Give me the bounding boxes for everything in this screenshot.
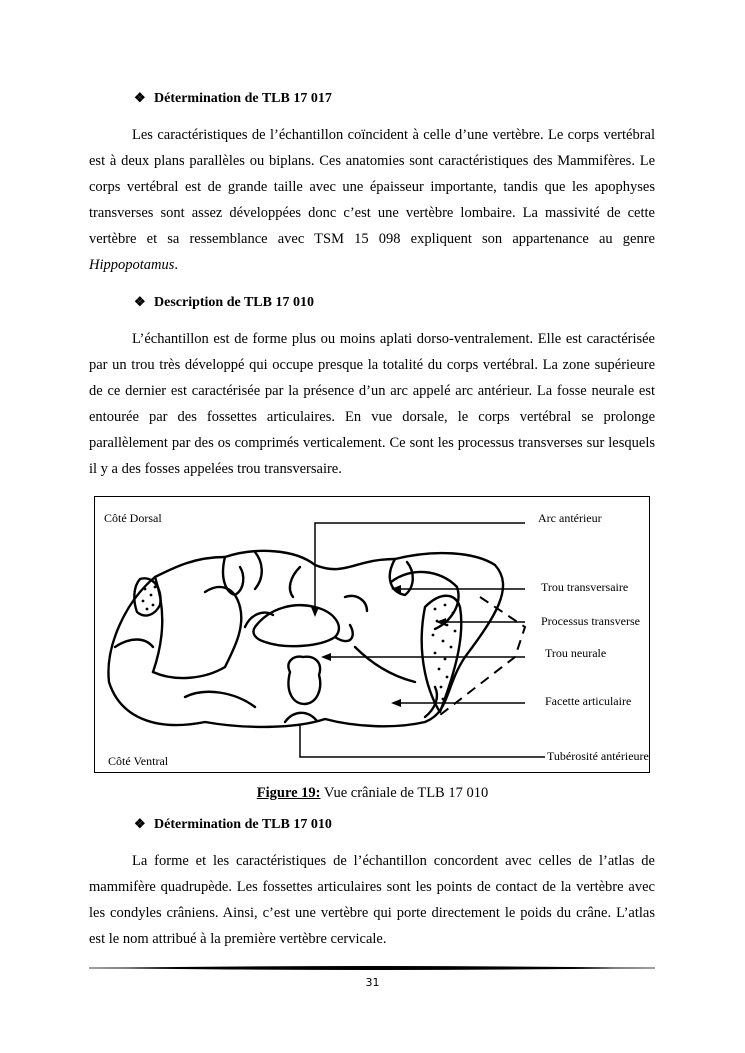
paragraph-end: . bbox=[174, 257, 179, 273]
paragraph-description-tlb-17010: L’échantillon est de forme plus ou moins aplati dorso-ventralement. Elle est caractérisée par un trou très développé qui occupe presque la totalité du corps vertébral. La zone supérieure de ce dernier est caractérisée par la présence d’un arc appelé arc antérieur. La fosse neurale est entourée par des fossettes articulaires. En vue dorsale, le corps vertébral se prolonge parallèlement par des os comprimés verticalement. Ce sont les processus transverses sur lesquels il y a des fosses appelées trou transversaire. bbox=[89, 331, 655, 477]
paragraph-determination-tlb-17017 bbox=[89, 122, 655, 278]
stipple-dots bbox=[142, 586, 457, 701]
label-arc-anterieur: Arc antérieur bbox=[538, 511, 602, 525]
label-trou-transversaire: Trou transversaire bbox=[541, 580, 629, 594]
section-heading-description-tlb-17010 bbox=[134, 293, 314, 312]
genus-name: Hippopotamus bbox=[89, 257, 175, 273]
section-title: Détermination de TLB 17 017 bbox=[154, 91, 332, 106]
diamond-bullet-icon: ❖ bbox=[134, 816, 146, 831]
diamond-bullet-icon: ❖ bbox=[134, 90, 146, 105]
footer-divider bbox=[89, 965, 655, 971]
section-heading-determination-tlb-17010 bbox=[134, 815, 332, 834]
figure-reference: Figure 19: bbox=[256, 785, 321, 801]
neural-arch bbox=[253, 605, 338, 646]
paragraph-determination-tlb-17010: La forme et les caractéristiques de l’échantillon concordent avec celles de l’atlas de mammifère quadrupède. Les fossettes articulaires sont les points de contact de la vertèbre avec les condyles crâniens. Ainsi, c’est une vertèbre qui porte directement le poids du crâne. L’atlas est le nom attribué à la première vertèbre cervicale. bbox=[89, 853, 655, 947]
right-processus-region bbox=[422, 596, 462, 712]
paragraph-text: Les caractéristiques de l’échantillon coïncident à celle d’une vertèbre. Le corps vertébral est à deux plans parallèles ou biplans. Ces anatomies sont caractéristiques des Mammifères. Le corps vertébral est de grande taille avec une épaisseur importante, tandis que les apophyses transverses sont assez développées donc c’est une vertèbre lombaire. La massivité de cette vertèbre et sa ressemblance avec TSM 15 098 expliquent son appartenance au genre bbox=[89, 127, 655, 247]
caption-text: Vue crâniale de TLB 17 010 bbox=[320, 785, 489, 801]
label-cote-dorsal: Côté Dorsal bbox=[104, 511, 162, 525]
label-cote-ventral: Côté Ventral bbox=[108, 754, 169, 768]
label-processus-transverse: Processus transverse bbox=[541, 614, 640, 628]
neural-foramen bbox=[288, 657, 320, 704]
section-title: Détermination de TLB 17 010 bbox=[154, 817, 332, 832]
figure-caption bbox=[0, 785, 745, 802]
label-facette-articulaire: Facette articulaire bbox=[545, 694, 632, 708]
leader-arc bbox=[315, 523, 525, 615]
vertebra-illustration bbox=[95, 497, 651, 774]
page-number: 31 bbox=[365, 976, 380, 989]
section-heading-determination-tlb-17017 bbox=[134, 89, 332, 108]
leader-tuberosite bbox=[300, 725, 545, 757]
diamond-bullet-icon: ❖ bbox=[134, 294, 146, 309]
label-trou-neurale: Trou neurale bbox=[545, 646, 607, 660]
figure-vertebra-drawing bbox=[94, 496, 650, 773]
section-title: Description de TLB 17 010 bbox=[154, 295, 314, 310]
label-tuberosite-anterieure: Tubérosité antérieure bbox=[547, 749, 649, 763]
